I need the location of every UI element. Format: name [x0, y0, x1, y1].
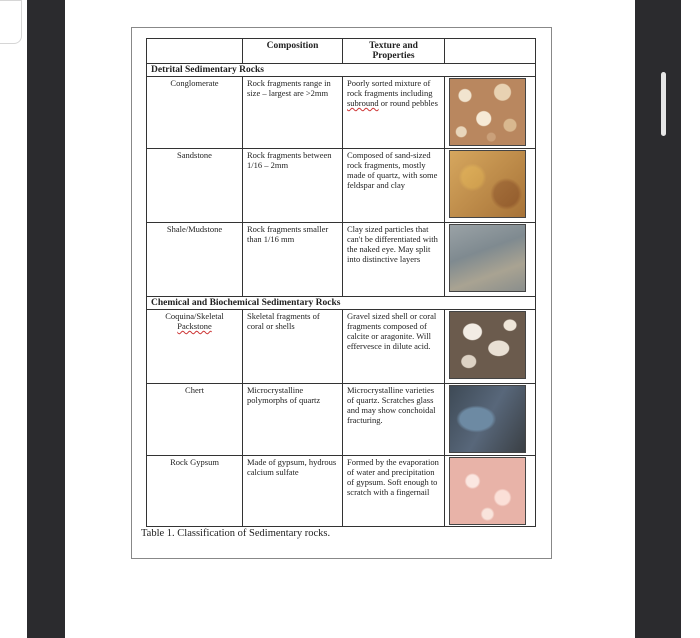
texture-text: or round pebbles — [378, 98, 438, 108]
table-row — [147, 456, 536, 527]
conglomerate-photo — [449, 78, 526, 146]
table-row — [147, 77, 536, 149]
rock-composition: Microcrystalline polymorphs of quartz — [243, 384, 343, 456]
rock-name: Chert — [147, 384, 243, 456]
spellcheck-word: subround — [347, 98, 379, 108]
table-row — [147, 149, 536, 223]
header-texture: Texture and Properties — [343, 39, 445, 64]
left-panel — [0, 0, 27, 638]
table-header-row — [147, 39, 536, 64]
rock-name: Conglomerate — [147, 77, 243, 149]
panel-toggle-tab[interactable] — [0, 0, 22, 44]
table-caption: Table 1. Classification of Sedimentary rocks. — [141, 528, 331, 539]
section-title-detrital: Detrital Sedimentary Rocks — [147, 64, 536, 77]
header-blank — [147, 39, 243, 64]
rock-texture: Clay sized particles that can't be differentiated with the naked eye. May split into distinctive layers — [343, 223, 445, 297]
rock-texture: Formed by the evaporation of water and precipitation of gypsum. Soft enough to scratch with a fingernail — [343, 456, 445, 527]
rock-composition: Rock fragments smaller than 1/16 mm — [243, 223, 343, 297]
rock-photo-cell — [445, 384, 536, 456]
left-margin — [27, 0, 65, 638]
rock-photo-cell — [445, 223, 536, 297]
table-row — [147, 384, 536, 456]
texture-text: Poorly sorted mixture of rock fragments including — [347, 78, 433, 98]
shale-photo — [449, 224, 526, 292]
rock-composition: Rock fragments between 1/16 – 2mm — [243, 149, 343, 223]
rock-photo-cell — [445, 77, 536, 149]
section-row — [147, 64, 536, 77]
sedimentary-rocks-table — [146, 38, 536, 527]
rock-texture: Microcrystalline varieties of quartz. Scratches glass and may show conchoidal fracturing. — [343, 384, 445, 456]
rock-name-text: Coquina/Skeletal — [165, 311, 224, 321]
header-composition: Composition — [243, 39, 343, 64]
sandstone-photo — [449, 150, 526, 218]
header-image — [445, 39, 536, 64]
section-row — [147, 297, 536, 310]
gypsum-photo — [449, 457, 526, 525]
table-row — [147, 310, 536, 384]
rock-name: Sandstone — [147, 149, 243, 223]
rock-texture — [343, 77, 445, 149]
table-row — [147, 223, 536, 297]
rock-photo-cell — [445, 310, 536, 384]
scrollbar-thumb[interactable] — [661, 72, 666, 136]
section-title-chemical: Chemical and Biochemical Sedimentary Rocks — [147, 297, 536, 310]
rock-composition: Made of gypsum, hydrous calcium sulfate — [243, 456, 343, 527]
rock-name — [147, 310, 243, 384]
rock-name: Rock Gypsum — [147, 456, 243, 527]
coquina-photo — [449, 311, 526, 379]
chert-photo — [449, 385, 526, 453]
rock-photo-cell — [445, 149, 536, 223]
right-margin — [635, 0, 681, 638]
rock-composition: Skeletal fragments of coral or shells — [243, 310, 343, 384]
rock-texture: Composed of sand-sized rock fragments, mostly made of quartz, with some feldspar and clay — [343, 149, 445, 223]
rock-photo-cell — [445, 456, 536, 527]
rock-composition: Rock fragments range in size – largest are >2mm — [243, 77, 343, 149]
spellcheck-word: Packstone — [177, 321, 212, 331]
rock-name: Shale/Mudstone — [147, 223, 243, 297]
right-panel — [681, 0, 700, 638]
rock-texture: Gravel sized shell or coral fragments composed of calcite or aragonite. Will effervesce in dilute acid. — [343, 310, 445, 384]
